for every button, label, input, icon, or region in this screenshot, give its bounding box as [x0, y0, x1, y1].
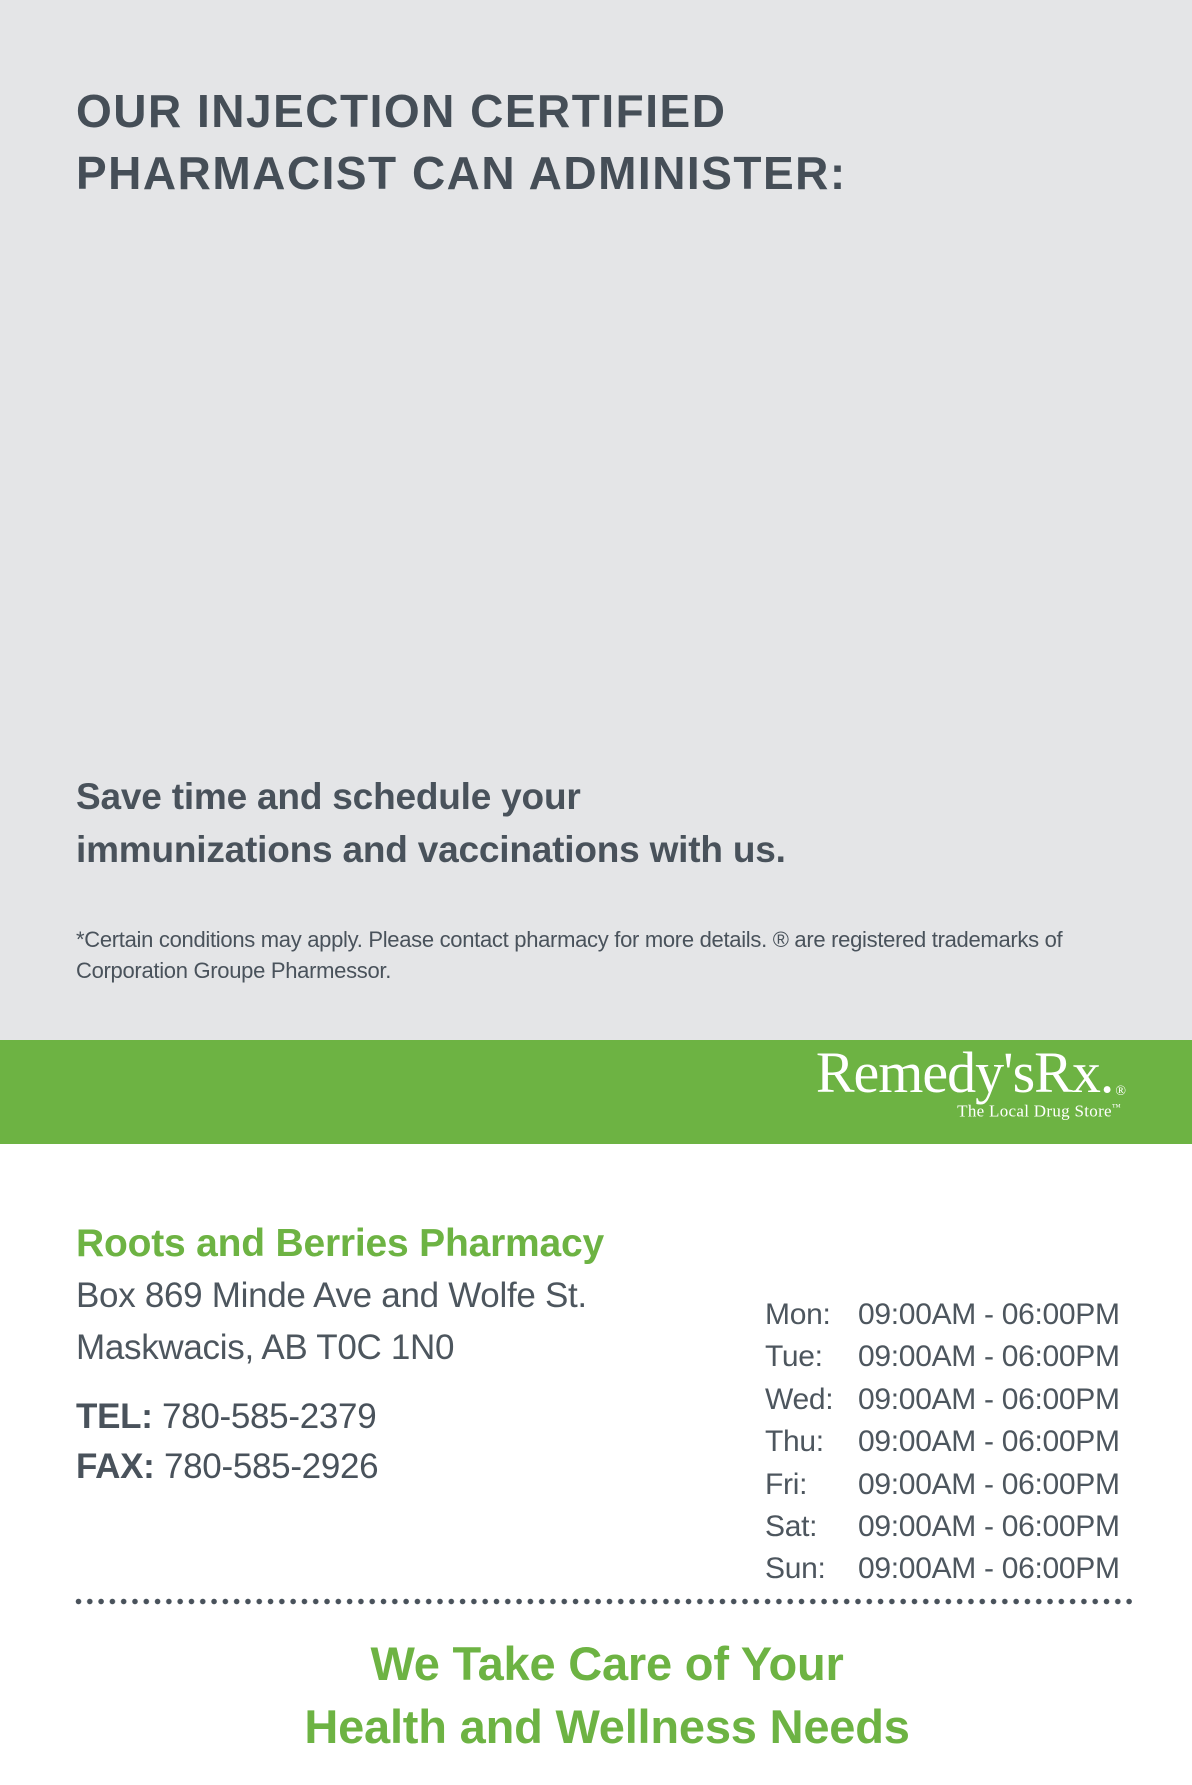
- hours-row-tue: [765, 1336, 1120, 1378]
- hours-row-thu: [765, 1421, 1120, 1463]
- hours-row-mon: [765, 1294, 1120, 1336]
- logo-wordmark: Remedy'sRx.: [815, 1040, 1114, 1105]
- footer-tagline: [22, 1632, 1192, 1758]
- trademark-symbol: ™: [1111, 1102, 1121, 1112]
- subheadline-line1: Save time and schedule your: [76, 776, 581, 817]
- subheadline-line2: immunizations and vaccinations with us.: [76, 829, 786, 870]
- address-line1: Box 869 Minde Ave and Wolfe St.: [76, 1276, 587, 1315]
- subheadline: [76, 770, 786, 876]
- tel-number: 780-585-2379: [162, 1397, 377, 1436]
- fax-number: 780-585-2926: [163, 1447, 379, 1486]
- hours-time: 09:00AM - 06:00PM: [858, 1425, 1120, 1459]
- hours-day: Sat:: [765, 1510, 818, 1544]
- headline-line1: OUR INJECTION CERTIFIED: [76, 85, 727, 137]
- pharmacy-info-section: [0, 1144, 1192, 1785]
- hours-time: 09:00AM - 06:00PM: [858, 1340, 1120, 1374]
- hours-day: Sun:: [765, 1552, 826, 1586]
- fax-label: FAX:: [76, 1447, 155, 1486]
- tagline-text: The Local Drug Store: [957, 1101, 1112, 1121]
- hours-day: Mon:: [765, 1298, 831, 1331]
- hours-day: Tue:: [765, 1340, 823, 1374]
- pharmacy-address: [76, 1270, 587, 1374]
- hours-row-wed: [765, 1379, 1120, 1421]
- hours-row-sat: [765, 1506, 1120, 1548]
- tel-label: TEL:: [76, 1397, 153, 1436]
- disclaimer-text: [76, 924, 1062, 986]
- registered-trademark-symbol: ®: [1115, 1084, 1126, 1099]
- pharmacy-name: Roots and Berries Pharmacy: [76, 1222, 605, 1265]
- disclaimer-line2: Corporation Groupe Pharmessor.: [76, 958, 392, 983]
- brand-banner: [0, 1040, 1192, 1144]
- hours-row-fri: [765, 1464, 1120, 1506]
- hours-time: 09:00AM - 06:00PM: [858, 1382, 1120, 1416]
- dotted-divider: [75, 1598, 1133, 1605]
- phone-numbers: [76, 1392, 378, 1492]
- remedysrx-logo: [815, 1040, 1126, 1121]
- hours-time: 09:00AM - 06:00PM: [858, 1467, 1120, 1501]
- footer-line1: We Take Care of Your: [370, 1637, 844, 1690]
- hours-row-sun: [765, 1548, 1120, 1590]
- headline-line2: PHARMACIST CAN ADMINISTER:: [76, 147, 847, 199]
- tel-row: [76, 1392, 378, 1442]
- hours-time: 09:00AM - 06:00PM: [858, 1298, 1120, 1331]
- headline: [76, 80, 847, 204]
- hours-day: Thu:: [765, 1425, 824, 1459]
- hours-day: Fri:: [765, 1467, 808, 1501]
- hours-time: 09:00AM - 06:00PM: [858, 1510, 1120, 1544]
- fax-row: [76, 1442, 378, 1492]
- hours-time: 09:00AM - 06:00PM: [858, 1552, 1120, 1586]
- footer-line2: Health and Wellness Needs: [304, 1700, 910, 1753]
- address-line2: Maskwacis, AB T0C 1N0: [76, 1328, 455, 1367]
- store-hours: [765, 1294, 1120, 1591]
- disclaimer-line1: *Certain conditions may apply. Please contact pharmacy for more details. ® are registered trademarks of: [76, 927, 1063, 952]
- hours-day: Wed:: [765, 1382, 834, 1416]
